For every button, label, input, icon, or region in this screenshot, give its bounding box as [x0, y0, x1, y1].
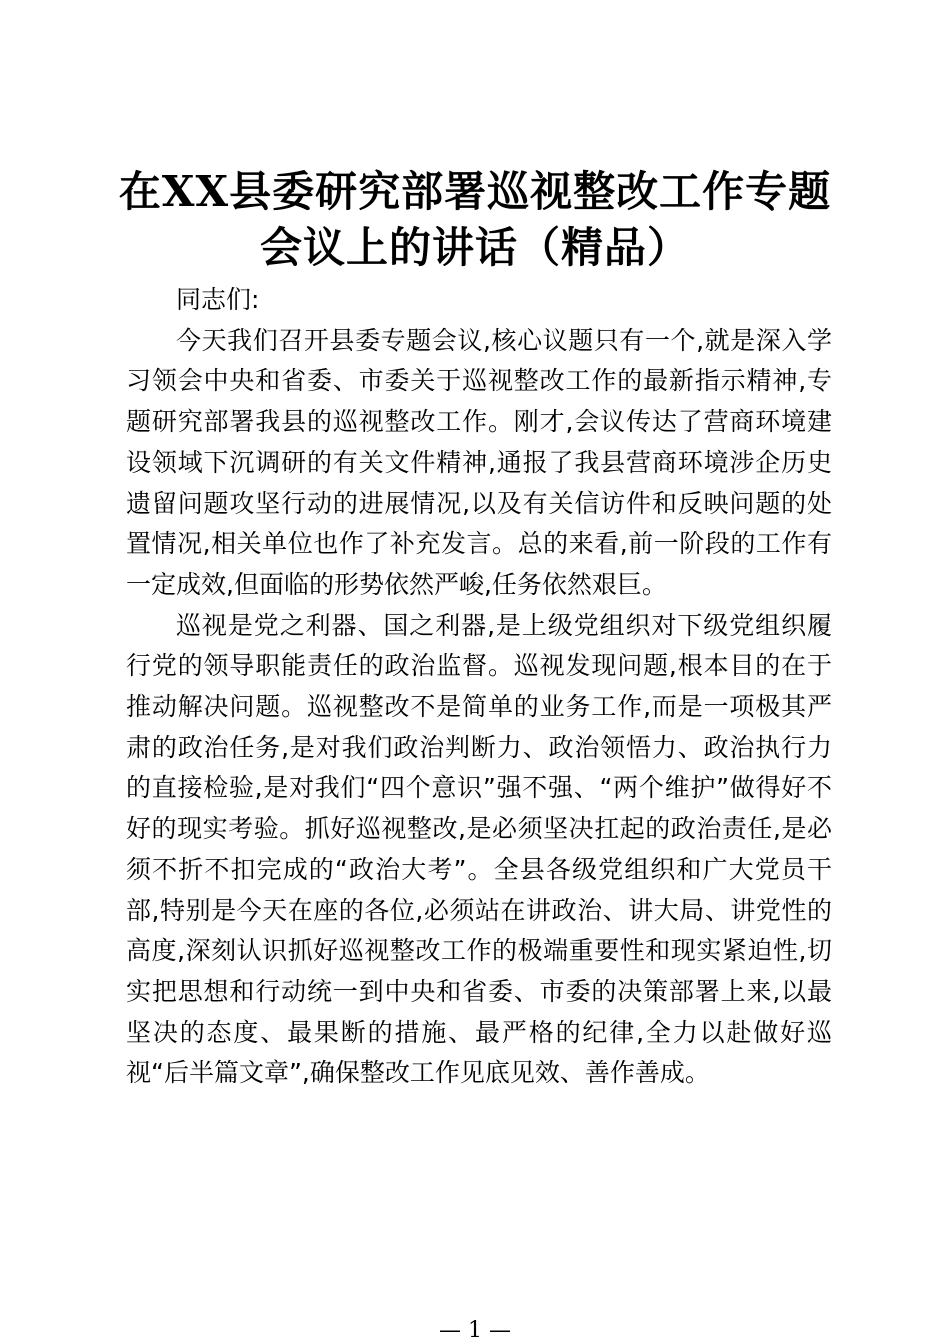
page-number: — 1 —: [439, 1318, 511, 1343]
salutation: 同志们:: [176, 285, 260, 314]
document-title: 在XX县委研究部署巡视整改工作专题会议上的讲话（精品）: [118, 167, 832, 272]
paragraph-1: 今天我们召开县委专题会议,核心议题只有一个,就是深入学习领会中央和省委、市委关于巡视整改工作的最新指示精神,专题研究部署我县的巡视整改工作。刚才,会议传达了营商环境建设领域下沉调研的有关文件精神,通报了我县营商环境涉企历史遗留问题攻坚行动的进展情况,以及有关信访件和反映问题的处置情况,相关单位也作了补充发言。总的来看,前一阶段的工作有一定成效,但面临的形势依然严峻,任务依然艰巨。: [126, 325, 832, 599]
document-body: [126, 280, 832, 1094]
paragraph-2: 巡视是党之利器、国之利器,是上级党组织对下级党组织履行党的领导职能责任的政治监督。巡视发现问题,根本目的在于推动解决问题。巡视整改不是简单的业务工作,而是一项极其严肃的政治任务,是对我们政治判断力、政治领悟力、政治执行力的直接检验,是对我们“四个意识”强不强、“两个维护”做得好不好的现实考验。抓好巡视整改,是必须坚决扛起的政治责任,是必须不折不扣完成的“政治大考”。全县各级党组织和广大党员干部,特别是今天在座的各位,必须站在讲政治、讲大局、讲党性的高度,深刻认识抓好巡视整改工作的极端重要性和现实紧迫性,切实把思想和行动统一到中央和省委、市委的决策部署上来,以最坚决的态度、最果断的措施、最严格的纪律,全力以赴做好巡视“后半篇文章”,确保整改工作见底见效、善作善成。: [126, 610, 832, 1088]
